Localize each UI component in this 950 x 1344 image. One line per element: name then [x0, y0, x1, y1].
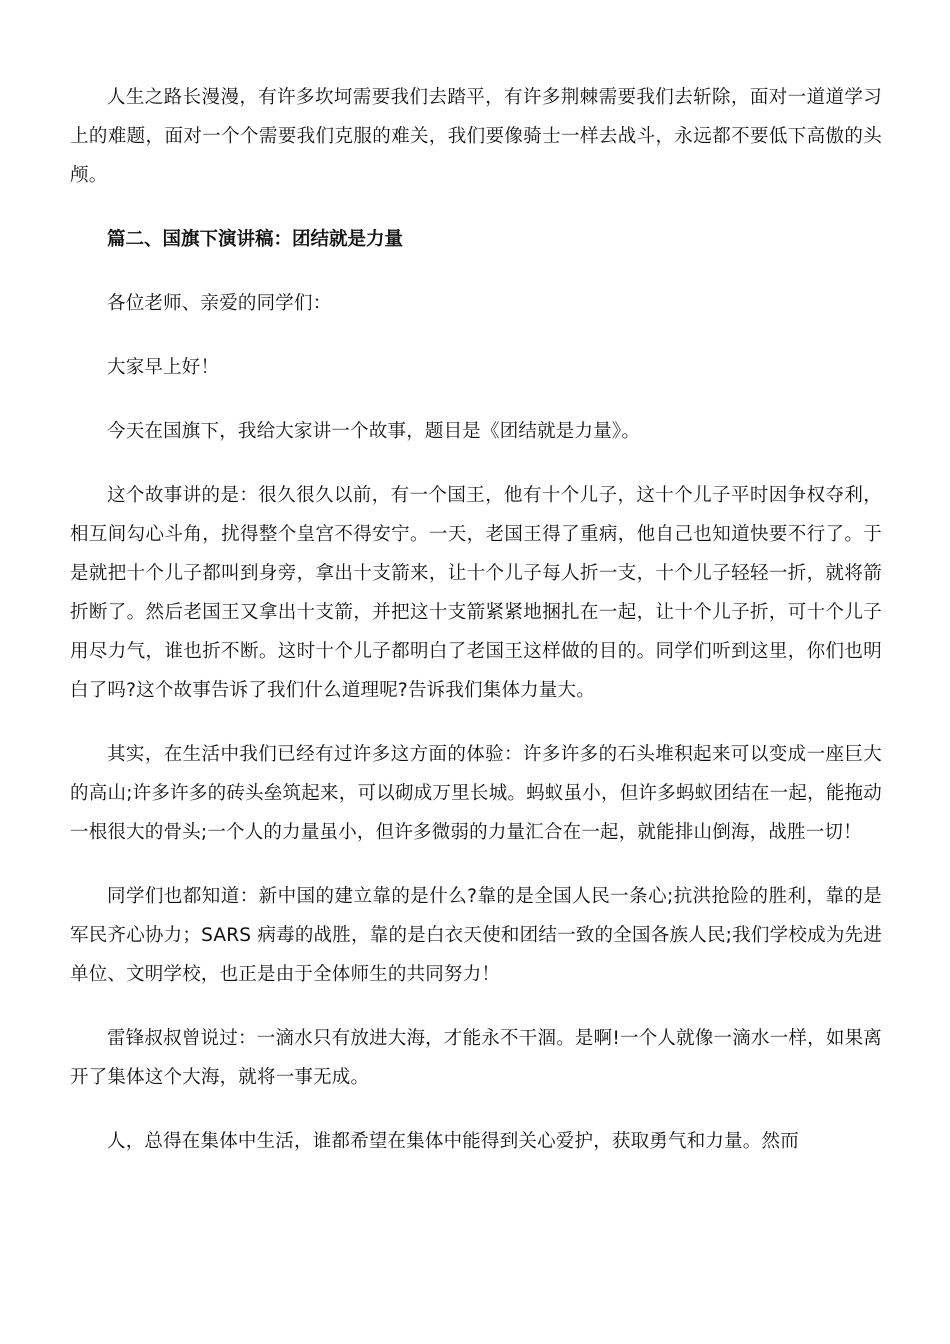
- document-page: [70, 78, 882, 1186]
- paragraph-morning: 大家早上好！: [107, 357, 220, 378]
- paragraph-collective: 人，总得在集体中生活，谁都希望在集体中能得到关心爱护，获取勇气和力量。然而: [107, 1131, 799, 1152]
- paragraph-story: 这个故事讲的是：很久很久以前，有一个国王，他有十个儿子，这十个儿子平时因争权夺利，相互间勾心斗角，扰得整个皇宫不得安宁。一天，老国王得了重病，他自己也知道快要不行了。于是就把十个儿子都叫到身旁，拿出十支箭来，让十个儿子每人折一支，十个儿子轻轻一折，就将箭折断了。然后老国王又拿出十支箭，并把这十支箭紧紧地捆扎在一起，让十个儿子折，可十个儿子用尽力气，谁也折不断。这时十个儿子都明白了老国王这样做的目的。同学们听到这里，你们也明白了吗?这个故事告诉了我们什么道理呢?告诉我们集体力量大。: [70, 485, 882, 701]
- paragraph-examples: 同学们也都知道：新中国的建立靠的是什么?靠的是全国人民一条心;抗洪抢险的胜利，靠的是军民齐心协力；SARS 病毒的战胜，靠的是白衣天使和团结一致的全国各族人民;我们学校成为先进单位、文明学校，也正是由于全体师生的共同努力！: [70, 886, 882, 985]
- paragraph-greeting: 各位老师、亲爱的同学们：: [107, 293, 332, 314]
- paragraph-life-road: 人生之路长漫漫，有许多坎坷需要我们去踏平，有许多荆棘需要我们去斩除，面对一道道学习上的难题，面对一个个需要我们克服的难关，我们要像骑士一样去战斗，永远都不要低下高傲的头颅。: [70, 87, 882, 186]
- paragraph-experience: 其实，在生活中我们已经有过许多这方面的体验：许多许多的石头堆积起来可以变成一座巨大的高山;许多许多的砖头垒筑起来，可以砌成万里长城。蚂蚁虽小，但许多蚂蚁团结在一起，能拖动一根很大的骨头;一个人的力量虽小，但许多微弱的力量汇合在一起，就能排山倒海，战胜一切！: [70, 744, 882, 843]
- paragraph-leifeng: 雷锋叔叔曾说过：一滴水只有放进大海，才能永不干涸。是啊!一个人就像一滴水一样，如果离开了集体这个大海，就将一事无成。: [70, 1028, 882, 1088]
- section-title: 篇二、国旗下演讲稿：团结就是力量: [107, 229, 404, 250]
- paragraph-intro: 今天在国旗下，我给大家讲一个故事，题目是《团结就是力量》。: [107, 421, 641, 442]
